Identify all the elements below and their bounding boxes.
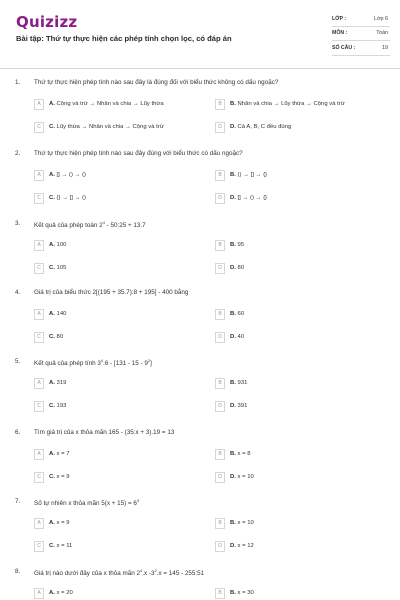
option-text: x = 8 xyxy=(237,450,251,457)
option-text: 391 xyxy=(237,402,248,409)
option-text: x = 9 xyxy=(56,519,70,526)
option-letter-box: A xyxy=(34,449,44,460)
question-text: Giá trị nào dưới đây của x thỏa mãn $2^4.x$ $-3^2.x = 145$ - 255:51 xyxy=(34,568,205,578)
option-c[interactable] xyxy=(34,541,204,553)
option-label: B. xyxy=(230,379,236,386)
option-c[interactable] xyxy=(34,193,204,205)
option-label: D. xyxy=(230,402,236,409)
option-letter-box: A xyxy=(34,170,44,181)
option-label: B. xyxy=(230,450,236,457)
meta-row-grade xyxy=(332,12,390,27)
option-letter-box: A xyxy=(34,99,44,110)
option-letter-box: D xyxy=(215,122,225,133)
option-label: C. xyxy=(49,123,55,130)
option-text: 100 xyxy=(56,241,67,248)
option-letter-box: D xyxy=(215,401,225,412)
option-b[interactable] xyxy=(215,449,385,461)
option-label: D. xyxy=(230,542,236,549)
option-text: x = 20 xyxy=(56,589,73,596)
option-letter-box: C xyxy=(34,332,44,343)
option-label: D. xyxy=(230,264,236,271)
meta-key: SỐ CÂU : xyxy=(332,44,356,51)
option-label: A. xyxy=(49,450,55,457)
option-letter-box: B xyxy=(215,588,225,599)
question-number: 5. xyxy=(15,358,21,365)
option-letter-box: D xyxy=(215,263,225,274)
question-text: Kết quả của phép toán $2^4$ - 50:25 + 13.7 xyxy=(34,220,146,230)
option-text: Lũy thừa → Nhân và chia → Cộng và trừ xyxy=(56,123,164,130)
option-label: D. xyxy=(230,333,236,340)
option-c[interactable] xyxy=(34,263,204,275)
option-label: D. xyxy=(230,123,236,130)
option-text: 140 xyxy=(56,310,67,317)
option-text: 40 xyxy=(237,333,245,340)
option-text: 931 xyxy=(237,379,248,386)
meta-value: Lớp 6 xyxy=(373,15,388,22)
option-label: A. xyxy=(49,379,55,386)
worksheet-meta xyxy=(332,12,390,56)
option-letter-box: B xyxy=(215,449,225,460)
option-d[interactable] xyxy=(215,541,385,553)
question-text: Thứ tự thực hiện phép tính nào sau đây đúng với biểu thức có dấu ngoặc? xyxy=(34,150,243,157)
option-letter-box: C xyxy=(34,122,44,133)
option-letter-box: B xyxy=(215,309,225,320)
option-text: x = 10 xyxy=(237,519,254,526)
option-letter-box: C xyxy=(34,401,44,412)
option-label: A. xyxy=(49,589,55,596)
question-number: 4. xyxy=(15,289,21,296)
option-label: D. xyxy=(230,194,236,201)
option-b[interactable] xyxy=(215,378,385,390)
option-b[interactable] xyxy=(215,518,385,530)
option-label: B. xyxy=(230,589,236,596)
option-c[interactable] xyxy=(34,401,204,413)
meta-value: 19 xyxy=(382,44,388,51)
question-text: Tìm giá trị của x thỏa mãn 165 - (35:x + 3).19 = 13 xyxy=(34,429,175,436)
worksheet-title: Bài tập: Thứ tự thực hiện các phép tính chọn lọc, có đáp án xyxy=(16,34,232,43)
option-text: 60 xyxy=(237,310,245,317)
option-letter-box: B xyxy=(215,170,225,181)
option-text: Nhân và chia → Lũy thừa → Cộng và trừ xyxy=(237,100,345,107)
option-label: C. xyxy=(49,542,55,549)
option-letter-box: A xyxy=(34,378,44,389)
option-text: x = 10 xyxy=(237,473,254,480)
option-text: 105 xyxy=(56,264,67,271)
option-b[interactable] xyxy=(215,99,385,111)
option-c[interactable] xyxy=(34,122,204,134)
option-a[interactable] xyxy=(34,170,204,182)
option-a[interactable] xyxy=(34,588,204,600)
option-label: A. xyxy=(49,519,55,526)
question-text: Kết quả của phép tính $3^4.6 - [131 - 15 - 9^2]$ xyxy=(34,358,152,368)
question-text: Số tự nhiên x thỏa mãn $5(x + 15) = 6^3$ xyxy=(34,498,140,508)
worksheet-header xyxy=(0,0,400,62)
option-d[interactable] xyxy=(215,332,385,344)
option-text: [] → () → () xyxy=(56,171,86,178)
meta-row-subject xyxy=(332,27,390,42)
question-text: Thứ tự thực hiện phép tính nào sau đây là đúng đối với biểu thức không có dấu ngoặc? xyxy=(34,79,279,86)
meta-row-question-count xyxy=(332,41,390,56)
option-label: A. xyxy=(49,310,55,317)
option-d[interactable] xyxy=(215,193,385,205)
option-text: x = 11 xyxy=(56,542,73,549)
option-a[interactable] xyxy=(34,99,204,111)
option-text: Cả A, B, C đều đúng xyxy=(237,123,292,130)
option-text: Cộng và trừ → Nhân và chia → Lũy thừa xyxy=(56,100,164,107)
option-label: C. xyxy=(49,473,55,480)
option-letter-box: B xyxy=(215,518,225,529)
option-b[interactable] xyxy=(215,170,385,182)
question-number: 2. xyxy=(15,150,21,157)
meta-key: LỚP : xyxy=(332,15,347,22)
option-label: B. xyxy=(230,310,236,317)
option-text: 193 xyxy=(56,402,67,409)
header-divider xyxy=(0,68,400,69)
option-b[interactable] xyxy=(215,240,385,252)
option-letter-box: D xyxy=(215,472,225,483)
question-number: 6. xyxy=(15,429,21,436)
option-letter-box: C xyxy=(34,472,44,483)
option-label: C. xyxy=(49,264,55,271)
option-label: B. xyxy=(230,100,236,107)
option-text: 80 xyxy=(237,264,245,271)
option-letter-box: B xyxy=(215,378,225,389)
option-label: A. xyxy=(49,241,55,248)
option-letter-box: C xyxy=(34,193,44,204)
option-d[interactable] xyxy=(215,472,385,484)
option-letter-box: A xyxy=(34,588,44,599)
option-text: {} → [] → () xyxy=(56,194,87,201)
option-letter-box: D xyxy=(215,541,225,552)
option-c[interactable] xyxy=(34,472,204,484)
option-label: B. xyxy=(230,171,236,178)
question-number: 1. xyxy=(15,79,21,86)
option-d[interactable] xyxy=(215,401,385,413)
option-label: D. xyxy=(230,473,236,480)
question-number: 8. xyxy=(15,568,21,575)
option-letter-box: D xyxy=(215,193,225,204)
option-b[interactable] xyxy=(215,588,385,600)
option-label: C. xyxy=(49,194,55,201)
option-text: [] → () → {} xyxy=(237,194,268,201)
option-b[interactable] xyxy=(215,309,385,321)
option-c[interactable] xyxy=(34,332,204,344)
option-text: 319 xyxy=(56,379,67,386)
option-label: C. xyxy=(49,402,55,409)
option-d[interactable] xyxy=(215,263,385,275)
option-a[interactable] xyxy=(34,240,204,252)
option-letter-box: A xyxy=(34,309,44,320)
option-text: x = 7 xyxy=(56,450,70,457)
option-text: x = 12 xyxy=(237,542,254,549)
option-text: 80 xyxy=(56,333,64,340)
question-text: Giá trị của biểu thức 2[(195 + 35.7):8 + 195] - 400 bằng xyxy=(34,289,189,296)
option-label: A. xyxy=(49,100,55,107)
option-letter-box: A xyxy=(34,240,44,251)
option-a[interactable] xyxy=(34,378,204,390)
option-a[interactable] xyxy=(34,518,204,530)
option-letter-box: C xyxy=(34,541,44,552)
quizizz-logo: Quizizz xyxy=(16,13,78,31)
option-letter-box: D xyxy=(215,332,225,343)
option-label: A. xyxy=(49,171,55,178)
option-text: x = 30 xyxy=(237,589,254,596)
question-number: 7. xyxy=(15,498,21,505)
meta-key: MÔN : xyxy=(332,30,348,37)
option-a[interactable] xyxy=(34,449,204,461)
option-text: () → [] → {} xyxy=(237,171,268,178)
option-label: C. xyxy=(49,333,55,340)
option-d[interactable] xyxy=(215,122,385,134)
question-number: 3. xyxy=(15,220,21,227)
option-a[interactable] xyxy=(34,309,204,321)
option-label: B. xyxy=(230,241,236,248)
option-text: x = 9 xyxy=(56,473,70,480)
option-letter-box: B xyxy=(215,240,225,251)
option-letter-box: B xyxy=(215,99,225,110)
option-label: B. xyxy=(230,519,236,526)
option-text: 95 xyxy=(237,241,245,248)
meta-value: Toán xyxy=(376,30,388,37)
option-letter-box: A xyxy=(34,518,44,529)
option-letter-box: C xyxy=(34,263,44,274)
